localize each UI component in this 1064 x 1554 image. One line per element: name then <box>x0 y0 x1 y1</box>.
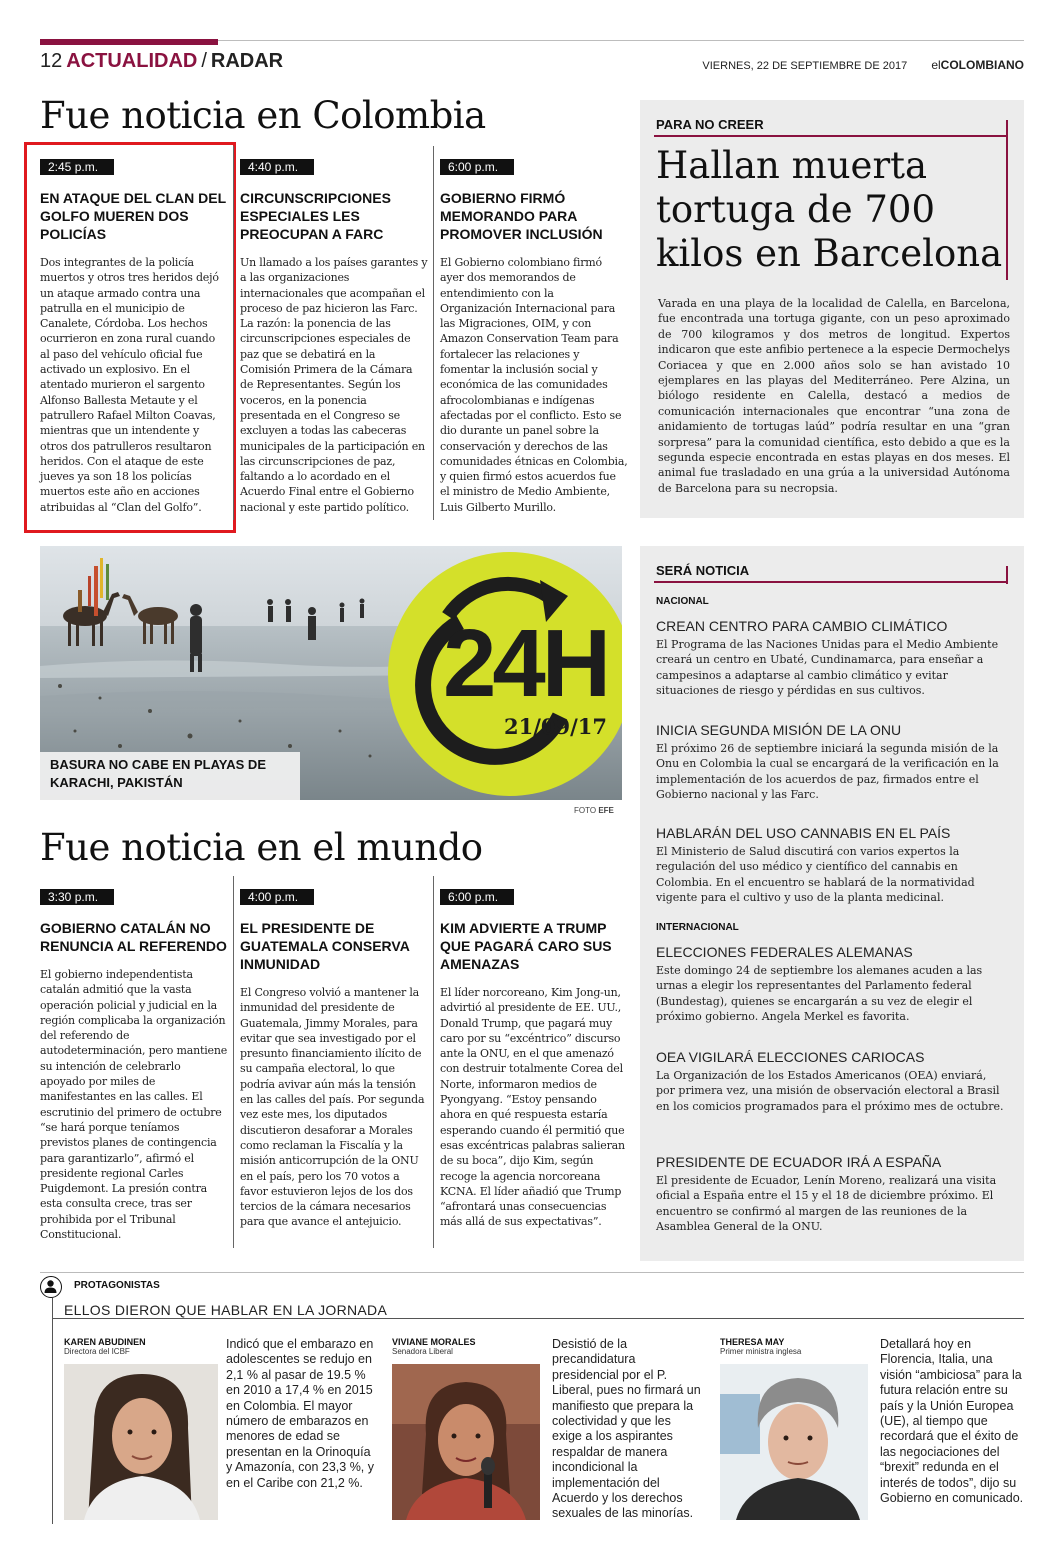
story-body: Dos integrantes de la policía muertos y otros tres heridos dejó un ataque armado contra una patrulla en el municipio de Canalete, Córdoba. Los hechos ocurrieron en zona rural cuando al paso del vehículo oficial fue activado un explosivo. En el atentado murieron el sargento Alfonso Ballesta Metaute y el patrullero Rafael Milton Coavas, mientras que un intendente y otros dos patrulleros resultaron heridos. Con el ataque de este jueves ya son 18 los policías muertos este año en acciones atribuidas al “Clan del Golfo”. <box>40 256 219 514</box>
person-name: VIVIANE MORALES <box>392 1337 476 1347</box>
section-name[interactable]: ACTUALIDAD <box>66 50 198 72</box>
panel-vrule <box>1006 120 1008 280</box>
panel-kicker: SERÁ NOTICIA <box>656 563 750 578</box>
header-separator: / <box>201 50 207 72</box>
badge-date: 21/09/17 <box>504 714 608 739</box>
panel-headline[interactable]: Hallan muerta tortuga de 700 kilos en Barcelona <box>656 144 1003 275</box>
item-headline[interactable]: OEA VIGILARÁ ELECCIONES CARIOCAS <box>656 1049 925 1065</box>
sera-item[interactable] <box>656 618 1008 698</box>
colombia-story-3[interactable] <box>440 158 628 515</box>
story-headline[interactable]: EL PRESIDENTE DE GUATEMALA CONSERVA INMUNIDAD <box>240 920 410 972</box>
time-badge: 4:00 p.m. <box>240 889 314 905</box>
badge-24h-text: 24H <box>442 610 608 717</box>
panel-vrule <box>1006 566 1008 584</box>
story-headline[interactable]: KIM ADVIERTE A TRUMP QUE PAGARÁ CARO SUS AMENAZAS <box>440 920 612 972</box>
item-headline[interactable]: PRESIDENTE DE ECUADOR IRÁ A ESPAÑA <box>656 1154 942 1170</box>
portrait-may <box>720 1364 868 1520</box>
time-badge: 2:45 p.m. <box>40 159 114 175</box>
sera-item[interactable] <box>656 1154 1008 1234</box>
edition-date: VIERNES, 22 DE SEPTIEMBRE DE 2017 <box>702 60 908 72</box>
brand-name[interactable]: COLOMBIANO <box>940 58 1024 72</box>
sera-item[interactable] <box>656 1049 1008 1114</box>
header-date-brand <box>702 58 1024 72</box>
person-text: Desistió de la precandidatura presidencial por el P. Liberal, pues no firmará un manifiesto que prepara la colectividad y que les exige a los aspirantes respaldar de manera incondicional la implementación del Acuerdo y los derechos sexuales de las minorías. <box>552 1337 701 1521</box>
panel-kicker: PARA NO CREER <box>656 117 764 132</box>
photo-credit <box>574 806 614 815</box>
story-headline[interactable]: GOBIERNO CATALÁN NO RENUNCIA AL REFERENDO <box>40 920 227 954</box>
subsection-name[interactable]: RADAR <box>210 50 284 72</box>
sera-item[interactable] <box>656 944 1008 1024</box>
protagonistas-top-rule <box>40 1272 1024 1273</box>
item-headline[interactable]: ELECCIONES FEDERALES ALEMANAS <box>656 944 913 960</box>
time-badge: 6:00 p.m. <box>440 889 514 905</box>
person-card-abudinen[interactable] <box>64 1337 146 1356</box>
sera-item[interactable] <box>656 722 1008 802</box>
item-body: El Ministerio de Salud discutirá con varios expertos la regulación del uso médico y científico del cannabis en Colombia. En el encuentro se hablará de la normatividad vigente para el cultivo y uso de la planta medicinal. <box>656 845 975 904</box>
sera-noticia-panel <box>640 546 1024 1261</box>
column-divider <box>433 876 434 1248</box>
person-card-morales[interactable] <box>392 1337 476 1356</box>
protagonistas-vrule <box>52 1298 53 1524</box>
panel-body: Varada en una playa de la localidad de Calella, en Barcelona, fue encontrada una tortuga gigante, con un peso aproximado de 700 kilogramos y dos metros de longitud. Expertos indicaron que este anfibio pertenece a la especie Dermochelys Coriacea y que en 2.000 años solo se han avistado 10 ejemplares en las playas del Mediterráneo. Pere Alzina, un biólogo residente en Calella, destacó a medios de comunicación internacionales que encontrar “una zona de anidamiento de tortugas laúd” podría resultar en una “gran sorpresa” para la comunidad científica, esto debido a que es la segunda especie encontrada en estas playas en dos meses. El animal fue trasladado en una grúa a la universidad Autónoma de Barcelona para su necropsia. <box>658 297 1010 495</box>
portrait-abudinen <box>64 1364 218 1520</box>
person-role: Directora del ICBF <box>64 1347 130 1356</box>
item-headline[interactable]: INICIA SEGUNDA MISIÓN DE LA ONU <box>656 722 902 738</box>
mundo-story-2[interactable] <box>240 888 428 1230</box>
item-headline[interactable]: HABLARÁN DEL USO CANNABIS EN EL PAÍS <box>656 825 951 841</box>
page-number: 12 <box>40 50 63 72</box>
person-icon <box>40 1276 62 1298</box>
item-body: El próximo 26 de septiembre iniciará la segunda misión de la Onu en Colombia la cual se encargará de la verificación en la implementación de los acuerdos de paz, firmados entre el Gobierno nacional y las Farc. <box>656 742 999 801</box>
item-body: El Programa de las Naciones Unidas para el Medio Ambiente creará un centro en Ubaté, Cundinamarca, para enseñar a campesinos a adaptarse al cambio climático y evitar situaciones de riesgo y pérdidas en sus cultivos. <box>656 638 999 697</box>
time-badge: 4:40 p.m. <box>240 159 314 175</box>
mundo-story-3[interactable] <box>440 888 628 1230</box>
person-card-may[interactable] <box>720 1337 801 1356</box>
panel-rule <box>654 581 1008 583</box>
story-body: El líder norcoreano, Kim Jong-un, advirtió al presidente de EE. UU., Donald Trump, que pagará muy caro por su “excéntrico” discurso ante la ONU, en el que amenazó con destruir totalmente Corea del Norte, informaron medios de Pyongyang. “Estoy pensando ahora en qué respuesta estaría esperando cuando él permitió que esas excéntricas palabras salieran de su boca”, dijo Kim, según recoge la agencia norcoreana KCNA. El líder añadió que Trump “afrontará unas consecuencias más allá de sus expectativas”. <box>440 986 625 1229</box>
mundo-story-1[interactable] <box>40 888 228 1242</box>
story-body: Un llamado a los países garantes y a las organizaciones internacionales que acompañan el proceso de paz hicieron las Farc. La razón: la ponencia de las circunscripciones especiales de paz que se debatirá en la Comisión Primera de la Cámara de Representantes. Según los voceros, en la ponencia presentada en el Congreso se excluyen a todas las cabeceras municipales de la participación en las circunscripciones de paz, faltando a lo acordado en el Acuerdo Final entre el Gobierno nacional y este partido político. <box>240 256 428 514</box>
column-divider <box>433 146 434 520</box>
story-body: El gobierno independentista catalán admitió que la vasta operación policial y judicial en la región complicaba la organización del referendo de autodeterminación, pero mantiene su intención de celebrarlo apoyado por miles de manifestantes en las calles. El escrutinio del primero de octubre “se hará porque teníamos previstos planes de contingencia para garantizarlo”, afirmó el presidente regional Carles Puigdemont. La presión contra esta consulta crece, tras ser prohibida por el Tribunal Constitucional. <box>40 968 228 1242</box>
portrait-morales <box>392 1364 540 1520</box>
person-name: KAREN ABUDINEN <box>64 1337 146 1347</box>
para-no-creer-panel <box>640 100 1024 518</box>
person-role: Senadora Liberal <box>392 1347 453 1356</box>
credit-agency: EFE <box>598 806 614 815</box>
panel-rule <box>654 135 1008 137</box>
page-header <box>40 50 1024 76</box>
story-headline[interactable]: EN ATAQUE DEL CLAN DEL GOLFO MUEREN DOS POLICÍAS <box>40 190 226 242</box>
item-body: La Organización de los Estados Americanos (OEA) enviará, por primera vez, una misión de observación electoral a Brasil en los comicios programados para el próximo mes de octubre. <box>656 1069 1004 1113</box>
category-label: NACIONAL <box>656 596 709 607</box>
photo-caption: BASURA NO CABE EN PLAYAS DE KARACHI, PAKISTÁN <box>50 757 266 790</box>
credit-prefix: FOTO <box>574 806 597 815</box>
story-headline[interactable]: GOBIERNO FIRMÓ MEMORANDO PARA PROMOVER INCLUSIÓN <box>440 190 603 242</box>
section-color-bar <box>40 39 218 45</box>
colombia-section-title: Fue noticia en Colombia <box>40 94 486 137</box>
protagonistas-subtitle: ELLOS DIERON QUE HABLAR EN LA JORNADA <box>64 1302 388 1318</box>
item-headline[interactable]: CREAN CENTRO PARA CAMBIO CLIMÁTICO <box>656 618 948 634</box>
story-body: El Gobierno colombiano firmó ayer dos memorandos de entendimiento con la Organización Internacional para las Migraciones, OIM, y con Amazon Conservation Team para fortalecer las relaciones y fomentar la inclusión social y económica de las comunidades afrocolombianas e indígenas afectadas por el conflicto. Esto se dio durante un panel sobre la conservación y derechos de las comunidades étnicas en Colombia, y quien firmó estos acuerdos fue el ministro de Medio Ambiente, Luis Gilberto Murillo. <box>440 256 628 514</box>
item-body: Este domingo 24 de septiembre los alemanes acuden a las urnas a elegir los representantes del Parlamento federal (Bundestag), quienes se encargarán a su vez de elegir el próximo gobierno. Angela Merkel es favorita. <box>656 964 983 1023</box>
colombia-story-2[interactable] <box>240 158 428 515</box>
item-body: El presidente de Ecuador, Lenín Moreno, realizará una visita oficial a España entre el 15 y el 18 de diciembre próximo. El encuentro se confirmó al margen de las reuniones de la Asamblea General de la ONU. <box>656 1174 997 1233</box>
protagonistas-subtitle-rule <box>52 1318 1024 1319</box>
colombia-story-1[interactable] <box>40 158 228 515</box>
story-body: El Congreso volvió a mantener la inmunidad del presidente de Guatemala, Jimmy Morales, para evitar que sea investigado por el presunto financiamiento ilícito de su campaña electoral, lo que podría avivar aún más la tensión en las calles del país. Por segunda vez este mes, los diputados discutieron desaforar a Morales como reclaman la Fiscalía y la misión anticorrupción de la ONU en el país, pero los 70 votos a favor estuvieron lejos de los dos tercios de la cámara necesarios para que avance el antejuicio. <box>240 986 425 1229</box>
column-divider <box>233 146 234 520</box>
brand-prefix: el <box>931 58 941 72</box>
category-label: INTERNACIONAL <box>656 922 739 933</box>
person-text: Indicó que el embarazo en adolescentes se redujo en 2,1 % al pasar de 19.5 % en 2010 a 17,4 % en 2015 en Colombia. El mayor número de embarazos en menores de edad se presentan en la Orinoquía y Amazonía, con 23,3 %, y en el Caribe con 21,2 %. <box>226 1337 374 1490</box>
time-badge: 3:30 p.m. <box>40 889 114 905</box>
column-divider <box>233 876 234 1248</box>
person-role: Primer ministra inglesa <box>720 1347 802 1356</box>
person-name: THERESA MAY <box>720 1337 785 1347</box>
story-headline[interactable]: CIRCUNSCRIPCIONES ESPECIALES LES PREOCUPAN A FARC <box>240 190 391 242</box>
protagonistas-label: PROTAGONISTAS <box>74 1280 160 1291</box>
sera-item[interactable] <box>656 825 1008 905</box>
person-text: Detallará hoy en Florencia, Italia, una visión “ambiciosa” para la futura relación entre su país y la Unión Europea (UE), al tiempo que recordará que el éxito de las negociaciones del “brexit” redunda en el interés de todos”, dijo su Gobierno en comunicado. <box>880 1337 1024 1506</box>
mundo-section-title: Fue noticia en el mundo <box>40 826 483 869</box>
time-badge: 6:00 p.m. <box>440 159 514 175</box>
